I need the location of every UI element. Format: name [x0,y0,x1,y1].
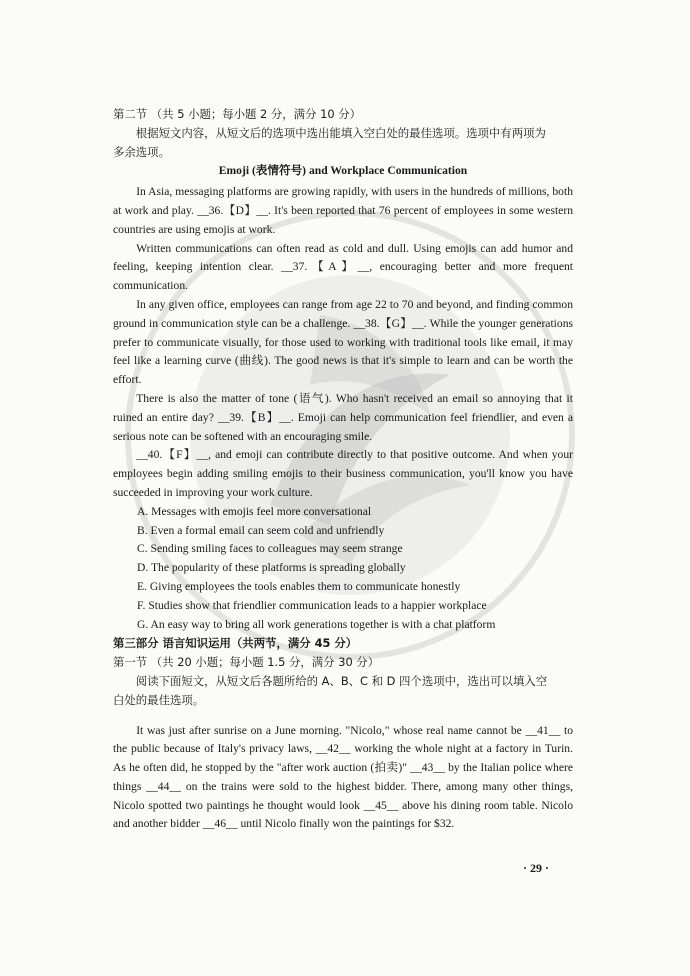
spacer [113,710,573,722]
part3-instruction-line2: 白处的最佳选项。 [113,692,205,707]
option-f: F. Studies show that friendlier communication leads to a happier workplace [137,598,487,612]
paragraph-4: There is also the matter of tone (语气). Who hasn't received an email so annoying that it ruined an entire day? __39.【B】__. Emoji can help communication feel friendlier, and even a serious note can be softened with an encouraging smile. [113,391,573,443]
option-e: E. Giving employees the tools enables them to communicate honestly [137,579,461,593]
option-b: B. Even a formal email can seem cold and unfriendly [137,523,385,537]
paragraph-5: __40.【F】__, and emoji can contribute directly to that positive outcome. And when your employees begin adding smiling emojis to their business communication, you'll know you have succeeded in improving your work culture. [113,448,573,499]
section2-heading: 第二节 （共 5 小题；每小题 2 分，满分 10 分） [113,107,361,121]
part3-heading: 第三部分 语言知识运用（共两节，满分 45 分） [113,636,358,651]
paragraph-2: Written communications can often read as cold and dull. Using emojis can add humor and feeling, keeping intention clear. __37.【A】__, encouraging better and more frequent communication. [113,241,573,293]
part3-section1-heading: 第一节 （共 20 小题；每小题 1.5 分，满分 30 分） [113,655,380,670]
page-number: · 29 · [523,861,550,875]
section2-instruction-line2: 多余选项。 [113,144,170,159]
paragraph-1: In Asia, messaging platforms are growing rapidly, with users in the hundreds of millions, both at work and play. __36.【D】__. It's been reported that 76 percent of employees in some western countries are using emojis at work. [113,185,573,236]
option-c: C. Sending smiling faces to colleagues may seem strange [137,542,403,556]
paragraph-3: In any given office, employees can range from age 22 to 70 and beyond, and finding common ground in communication style can be a challenge. __38.【G】__. While the younger generations prefer to communicate visually, for those used to working with traditional tools like email, it may feel like a learning curve (曲线). The good news is that it's simple to learn and can be worth the effort. [113,297,573,387]
part3-instruction-line1: 阅读下面短文，从短文后各题所给的 A、B、C 和 D 四个选项中，选出可以填入空 [135,673,548,688]
section2-instruction-line1: 根据短文内容，从短文后的选项中选出能填入空白处的最佳选项。选项中有两项为 [135,125,546,140]
option-g: G. An easy way to bring all work generations together is with a chat platform [137,617,496,631]
exam-content [113,105,573,834]
option-a: A. Messages with emojis feel more conversational [137,504,372,518]
passage-title: Emoji (表情符号) and Workplace Communication [218,164,468,178]
cloze-passage: It was just after sunrise on a June morning. "Nicolo," whose real name cannot be __41__ to the public because of Italy's privacy laws, __42__ working the whole night at a factory in Turin. As he often did, he stopped by the "after work auction (拍卖)" __43__ by the Italian police where things __44__ on the trains were sold to the highest bidder. There, among many other things, Nicolo spotted two paintings he thought would look __45__ above his dining room table. Nicolo and another bidder __46__ until Nicolo finally won the paintings for $32. [113,723,573,831]
option-d: D. The popularity of these platforms is spreading globally [137,561,406,575]
